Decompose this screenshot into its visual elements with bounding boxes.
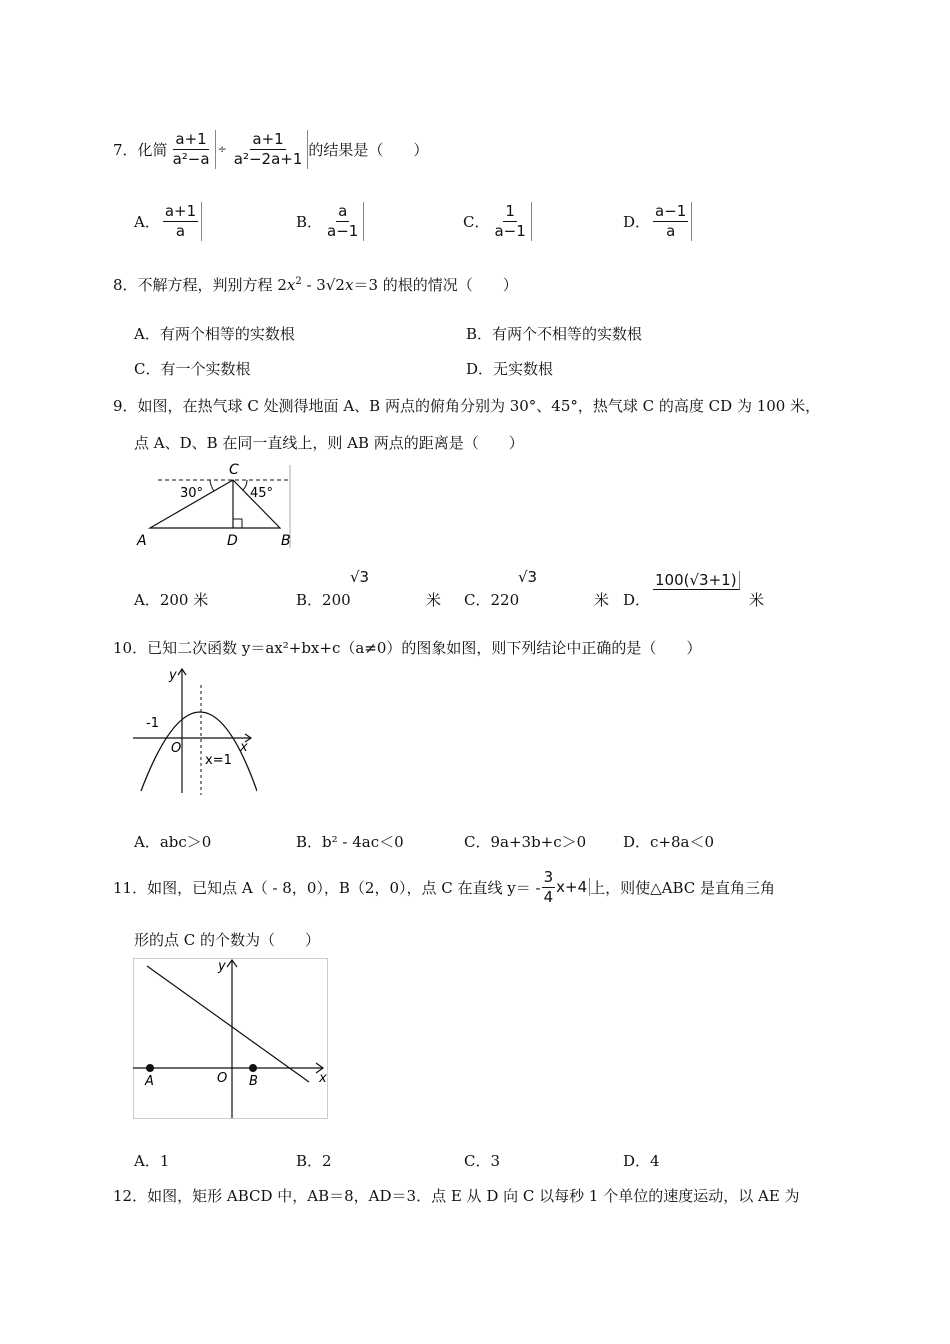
q7-option-b[interactable]: B． $\frac{a}{a-1}$ (296, 200, 364, 242)
q9-option-c-unit: 米 (594, 591, 610, 609)
q9-option-b-radical: √3 (350, 568, 370, 586)
label-x: x (240, 740, 248, 755)
q10-option-c[interactable]: C．9a+3b+c＞0 (464, 833, 587, 851)
label-d: D (227, 533, 238, 549)
q11-stem-line1: 11． 如图，已知点 A（ - 8，0），B（2，0），点 C 在直线 y＝ - $\frac{3}{4}$ x+4 上，则使△ABC 是直角三角 (113, 867, 776, 906)
q7-option-d[interactable]: D． $\frac{a-1}{a}$ (623, 200, 692, 242)
q10-stem: 10．已知二次函数 y＝ax²+bx+c（a≠0）的图象如图，则下列结论中正确的是（ ） (113, 639, 702, 657)
q9-option-b-unit: 米 (426, 591, 442, 609)
q11-option-b[interactable]: B．2 (296, 1152, 332, 1170)
q7-option-c[interactable]: C． $\frac{1}{a-1}$ (463, 200, 532, 242)
label-b: B (249, 1074, 258, 1089)
label-30: 30° (180, 486, 204, 501)
point-a (146, 1064, 154, 1072)
q8-option-a[interactable]: A．有两个相等的实数根 (134, 325, 295, 343)
q11-stem-line2: 形的点 C 的个数为（ ） (134, 931, 321, 949)
q9-option-b[interactable]: B．200 (296, 591, 351, 609)
q11-option-a[interactable]: A．1 (134, 1152, 170, 1170)
label-o: O (217, 1071, 228, 1086)
q8-option-c[interactable]: C．有一个实数根 (134, 360, 251, 378)
q7-prefix: 化简 (137, 140, 168, 159)
q9-option-c-radical: √3 (518, 568, 538, 586)
q10-option-d[interactable]: D．c+8a＜0 (623, 833, 715, 851)
right-angle-mark (233, 519, 242, 528)
angle-arc-45 (243, 480, 247, 490)
q9-option-c[interactable]: C．220 (464, 591, 520, 609)
q8-option-d[interactable]: D．无实数根 (466, 360, 554, 378)
q8-stem: 8．不解方程，判别方程 $2x^2 - 3√2x=3$ 的根的情况（ ） (113, 276, 518, 294)
q9-option-d[interactable]: D． (623, 591, 651, 609)
q10-option-a[interactable]: A．abc＞0 (134, 833, 212, 851)
q9-option-d-expression: 100(√3+1) (653, 571, 740, 590)
label-x: x (319, 1071, 327, 1086)
q11-option-c[interactable]: C．3 (464, 1152, 501, 1170)
label-45: 45° (250, 486, 274, 501)
label-c: C (229, 462, 239, 478)
angle-arc-30 (210, 480, 214, 491)
q12-stem: 12．如图，矩形 ABCD 中，AB＝8，AD＝3．点 E 从 D 向 C 以每秒 1 个单位的速度运动，以 AE 为 (113, 1187, 800, 1205)
figure-border (134, 959, 328, 1119)
label-a: A (137, 533, 147, 549)
label-b: B (281, 533, 291, 549)
q7-fraction-1: $\frac{a+1}{\text{a²−a}}$ (168, 130, 216, 169)
label-symmetry: x=1 (205, 753, 232, 768)
q7-option-a[interactable]: A． $\frac{a+1}{a}$ (134, 200, 202, 242)
q9-option-a[interactable]: A．200 米 (134, 591, 209, 609)
q7-number: 7． (113, 140, 138, 159)
q9-option-d-unit: 米 (749, 591, 765, 609)
q9-figure (130, 460, 300, 552)
label-a: A (145, 1074, 154, 1089)
label-y: y (218, 959, 226, 974)
q7-fraction-2: $\frac{a+1}{\text{a²−2a+1}}$ (229, 130, 309, 169)
q10-option-b[interactable]: B．b² - 4ac＜0 (296, 833, 404, 851)
q7-stem: 7． 化简 $\frac{a+1}{\text{a²−a}}$ ÷ $\frac{a+1}{\text{a²−2a+1}}$ 的结果是（ ） (113, 129, 429, 168)
point-b (249, 1064, 257, 1072)
q9-stem-line2: 点 A、D、B 在同一直线上，则 AB 两点的距离是（ ） (134, 434, 524, 452)
label-neg1: -1 (146, 716, 159, 731)
q11-figure (133, 958, 329, 1120)
q11-option-d[interactable]: D．4 (623, 1152, 660, 1170)
q9-stem-line1: 9．如图，在热气球 C 处测得地面 A、B 两点的俯角分别为 30°、45°，热气球 C 的高度 CD 为 100 米， (113, 397, 821, 415)
label-o: O (171, 741, 182, 756)
q8-option-b[interactable]: B．有两个不相等的实数根 (466, 325, 643, 343)
q7-suffix: 的结果是（ ） (308, 140, 429, 159)
label-y: y (169, 668, 177, 683)
line-y-eq-neg34x-plus4 (147, 966, 309, 1082)
q10-figure (133, 663, 257, 795)
